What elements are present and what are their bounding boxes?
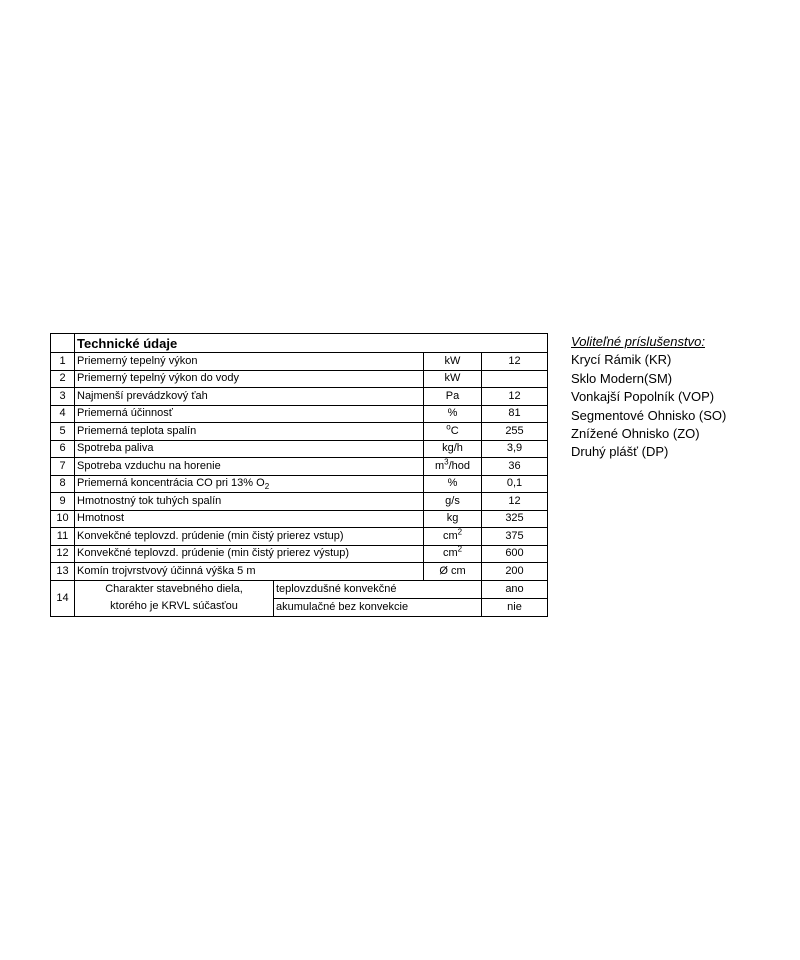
row-value: 600 [482,545,548,563]
table-row [51,370,548,388]
row-number: 4 [51,405,75,423]
row-number: 8 [51,475,75,493]
unit-superscript: o [446,422,451,432]
unit-base: cm [442,547,458,560]
accessory-item: Segmentové Ohnisko (SO) [571,407,727,423]
accessory-item: Vonkajší Popolník (VOP) [571,389,715,405]
row-unit: % [424,405,482,423]
row-label: Konvekčné teplovzd. prúdenie (min čistý prierez výstup) [75,545,424,563]
row-value: 375 [482,528,548,546]
table-title: Technické údaje [75,334,548,353]
accessories-title: Voliteľné príslušenstvo: [571,334,705,349]
row-number: 2 [51,370,75,388]
row-number: 1 [51,353,75,371]
row14-description [75,580,274,616]
row-value: 81 [482,405,548,423]
row-value: 325 [482,510,548,528]
row-value: 12 [482,388,548,406]
row-value: 0,1 [482,475,548,493]
table-row [51,545,548,563]
row-unit: kg [424,510,482,528]
table-row [51,563,548,581]
row-value: 36 [482,458,548,476]
row14-value-2: nie [482,598,548,616]
row-label: Spotreba vzduchu na horenie [75,458,424,476]
row-number: 3 [51,388,75,406]
table-row [51,405,548,423]
row-label: Konvekčné teplovzd. prúdenie (min čistý prierez vstup) [75,528,424,546]
row-label: Hmotnost [75,510,424,528]
row-value: 12 [482,493,548,511]
row-unit: Pa [424,388,482,406]
accessories-list [571,351,726,461]
optional-accessories [571,333,726,462]
row-label: Spotreba paliva [75,440,424,458]
table-row [51,475,548,493]
row-label: Najmenší prevádzkový ťah [75,388,424,406]
unit-base: cm [442,529,458,542]
row-value: 12 [482,353,548,371]
table-row [51,458,548,476]
row-number: 7 [51,458,75,476]
unit-superscript: 3 [444,457,449,467]
unit-base: m [434,459,445,472]
row14-option-2: akumulačné bez konvekcie [274,598,482,616]
table-title-row [51,334,548,353]
table-body [51,353,548,581]
row-number: 12 [51,545,75,563]
row-label: Priemerná teplota spalín [75,423,424,441]
row14-desc-line1: Charakter stavebného diela, [105,583,243,595]
row-number: 9 [51,493,75,511]
row-unit: % [424,475,482,493]
accessory-item: Krycí Rámik (KR) [571,352,672,368]
row-number: 13 [51,563,75,581]
row-number: 6 [51,440,75,458]
row-unit: g/s [424,493,482,511]
unit-superscript: 2 [457,545,463,554]
row14-desc-line2: ktorého je KRVL súčasťou [110,600,238,612]
accessory-item: Znížené Ohnisko (ZO) [571,426,700,442]
row-number: 11 [51,528,75,546]
table-row [51,388,548,406]
row-label: Hmotnostný tok tuhých spalín [75,493,424,511]
row-unit [424,545,482,563]
row-value: 255 [482,423,548,441]
row-label: Priemerný tepelný výkon do vody [75,370,424,388]
table-row [51,510,548,528]
table-row [51,440,548,458]
row-value: 3,9 [482,440,548,458]
row-unit [424,458,482,476]
row-label-subscript: 2 [264,482,270,492]
table-row [51,493,548,511]
row-number: 5 [51,423,75,441]
row-unit: Ø cm [424,563,482,581]
unit-superscript: 2 [457,527,463,537]
row14-option-1: teplovzdušné konvekčné [274,580,482,598]
table-row-14 [51,580,548,598]
table-row [51,528,548,546]
row-label: Priemerný tepelný výkon [75,353,424,371]
row-number: 10 [51,510,75,528]
table-row [51,353,548,371]
row-label-text: Priemerná koncentrácia CO pri 13% O [77,477,265,490]
row-unit: kg/h [424,440,482,458]
row-value: 200 [482,563,548,581]
row-unit [424,528,482,546]
row-value [482,370,548,388]
row-label: Priemerná účinnosť [75,405,424,423]
row-number: 14 [51,580,75,616]
accessory-item: Druhý plášť (DP) [571,444,669,460]
row-unit [424,423,482,441]
technical-data-table [50,333,548,617]
unit-suffix: /hod [448,459,471,472]
row-unit: kW [424,370,482,388]
accessory-item: Sklo Modern(SM) [571,370,673,386]
row14-value-1: ano [482,580,548,598]
table-row [51,423,548,441]
row-unit: kW [424,353,482,371]
unit-base: C [450,424,459,437]
row-label: Komín trojvrstvový účinná výška 5 m [75,563,424,581]
row-label [75,475,424,493]
